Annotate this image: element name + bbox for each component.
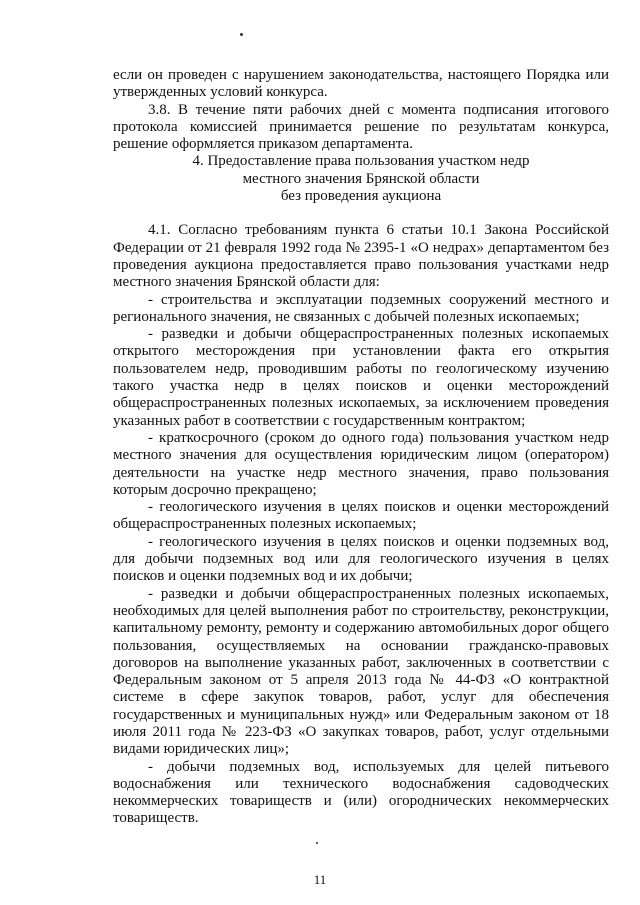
section-heading-line-3: без проведения аукциона [280,188,442,205]
blank-line [113,205,609,222]
scan-speck [316,842,318,844]
list-item-geological-study-groundwater: - геологического изучения в целях поисков и оценки подземных вод, для добычи подземных вод или для геологического изучения в целях поисков и оценки подземных вод и их добычи; [113,533,609,585]
list-item-underground-structures: - строительства и эксплуатации подземных сооружений местного и регионального значения, не связанных с добычей полезных ископаемых; [113,291,609,325]
paragraph-4-1: 4.1. Согласно требованиям пункта 6 статьи 10.1 Закона Российской Федерации от 21 февраля 1992 года № 2395-1 «О недрах» департаментом без проведения аукциона предоставляется право пользования участками недр местного значения Брянской области для: [113,222,609,291]
scan-speck [240,33,243,36]
list-item-exploration-open-deposit: - разведки и добычи общераспространенных полезных ископаемых открытого месторождения при установлении факта его открытия пользователем недр, проводившим работы по геологическому изучению такого участка недр в целях поисков и оценки месторождений общераспространенных полезных ископаемых, за исключением проведения указанных работ в соответствии с государственным контрактом; [113,326,609,429]
section-heading-line-1: 4. Предоставление права пользования участком недр [192,153,530,170]
document-body [113,67,609,828]
page-number: 11 [313,872,327,887]
list-item-road-construction-minerals: - разведки и добычи общераспространенных полезных ископаемых, необходимых для целей выполнения работ по строительству, реконструкции, капитальному ремонту, ремонту и содержанию автомобильных дорог общего пользования, осуществляемых на основании гражданско-правовых договоров на выполнение указанных работ, заключенных в соответствии с Федеральным законом от 5 апреля 2013 года № 44-ФЗ «О контрактной системе в сфере закупок товаров, работ, услуг для обеспечения государственных и муниципальных нужд» или Федеральным законом от 18 июля 2011 года № 223-ФЗ «О закупках товаров, работ, услуг отдельными видами юридических лиц»; [113,585,609,758]
paragraph-3-8: 3.8. В течение пяти рабочих дней с момента подписания итогового протокола комиссией принимается решение по результатам конкурса, решение оформляется приказом департамента. [113,101,609,153]
list-item-short-term-use: - краткосрочного (сроком до одного года) пользования участком недр местного значения для осуществления юридическим лицом (оператором) деятельности на участке недр местного значения, право пользования которым досрочно прекращено; [113,429,609,498]
list-item-geological-study-minerals: - геологического изучения в целях поисков и оценки месторождений общераспространенных полезных ископаемых; [113,499,609,533]
section-heading-line-2: местного значения Брянской области [242,170,480,187]
paragraph-continuation: если он проведен с нарушением законодательства, настоящего Порядка или утвержденных условий конкурса. [113,67,609,101]
list-item-groundwater-supply: - добычи подземных вод, используемых для целей питьевого водоснабжения или технического водоснабжения садоводческих некоммерческих товариществ и (или) огороднических некоммерческих товариществ. [113,758,609,827]
